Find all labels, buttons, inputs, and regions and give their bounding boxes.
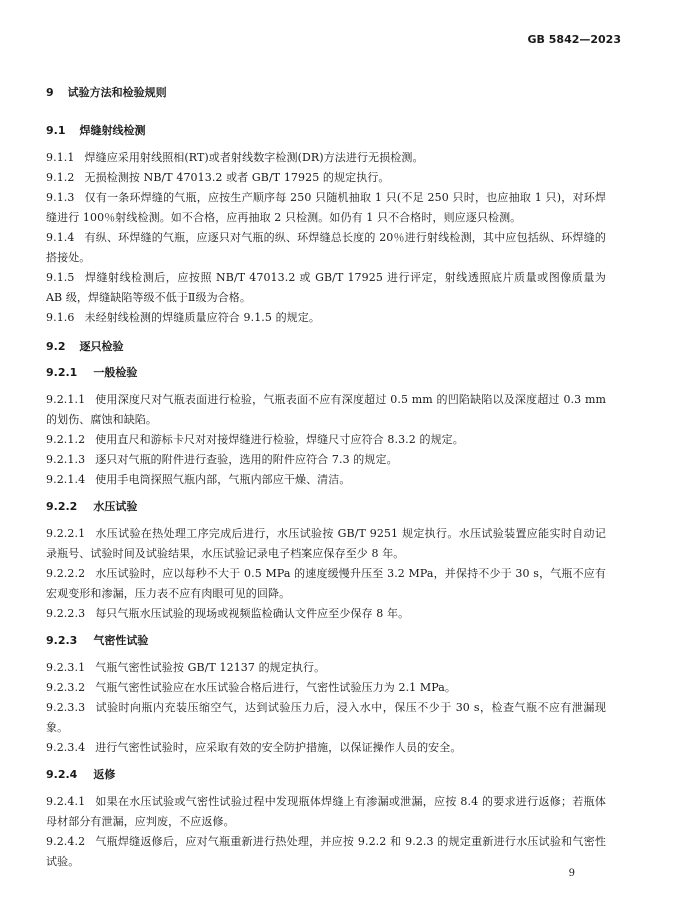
clause-number: 9.1.6 xyxy=(46,311,75,324)
clause-number: 9.1.1 xyxy=(46,151,75,164)
clause-text: 逐只对气瓶的附件进行查验，选用的附件应符合 7.3 的规定。 xyxy=(95,453,398,466)
clause-text: 逐只检验 xyxy=(79,340,124,353)
clause-number: 9.1.4 xyxy=(46,231,75,244)
clause-text: 焊缝应采用射线照相(RT)或者射线数字检测(DR)方法进行无损检测。 xyxy=(84,151,424,164)
clause-paragraph xyxy=(46,524,606,564)
clause-number: 9.2.2 xyxy=(46,500,78,513)
clause-number: 9.1.3 xyxy=(46,191,75,204)
clause-text: 无损检测按 NB/T 47013.2 或者 GB/T 17925 的规定执行。 xyxy=(84,171,390,184)
clause-paragraph xyxy=(46,308,606,328)
clause-text: 气瓶焊缝返修后，应对气瓶重新进行热处理，并应按 9.2.2 和 9.2.3 的规定重新进行水压试验和气密性试验。 xyxy=(46,835,606,868)
clause-text: 仅有一条环焊缝的气瓶，应按生产顺序每 250 只随机抽取 1 只(不足 250 只时，也应抽取 1 只)，对环焊缝进行 100％射线检测。如不合格，应再抽取 2 只检测。如仍有 1 只不合格时，则应逐只检测。 xyxy=(46,191,606,224)
section-heading xyxy=(46,122,606,138)
clause-paragraph xyxy=(46,470,606,490)
clause-paragraph xyxy=(46,832,606,872)
clause-paragraph xyxy=(46,678,606,698)
clause-number: 9.2.3.2 xyxy=(46,681,86,694)
clause-text: 使用直尺和游标卡尺对对接焊缝进行检验，焊缝尺寸应符合 8.3.2 的规定。 xyxy=(95,433,464,446)
clause-text: 有纵、环焊缝的气瓶，应逐只对气瓶的纵、环焊缝总长度的 20％进行射线检测，其中应包括纵、环焊缝的搭接处。 xyxy=(46,231,606,264)
clause-text: 使用深度尺对气瓶表面进行检验，气瓶表面不应有深度超过 0.5 mm 的凹陷缺陷以及深度超过 0.3 mm 的划伤、腐蚀和缺陷。 xyxy=(46,393,606,426)
clause-paragraph xyxy=(46,268,606,308)
clause-number: 9.1 xyxy=(46,124,66,137)
clause-number: 9.2.3.1 xyxy=(46,661,86,674)
clause-paragraph xyxy=(46,698,606,738)
section-heading xyxy=(46,364,606,380)
clause-number: 9.1.2 xyxy=(46,171,75,184)
clause-paragraph xyxy=(46,658,606,678)
clause-text: 水压试验 xyxy=(93,500,138,513)
clause-number: 9.2.4.1 xyxy=(46,795,86,808)
clause-paragraph xyxy=(46,168,606,188)
clause-number: 9.2 xyxy=(46,340,66,353)
standard-number: GB 5842—2023 xyxy=(527,33,621,46)
clause-text: 水压试验在热处理工序完成后进行，水压试验按 GB/T 9251 规定执行。水压试验装置应能实时自动记录瓶号、试验时间及试验结果，水压试验记录电子档案应保存至少 8 年。 xyxy=(46,527,606,560)
clause-text: 一般检验 xyxy=(93,366,138,379)
clause-number: 9.2.3 xyxy=(46,634,78,647)
section-heading xyxy=(46,766,606,782)
clause-text: 气瓶气密性试验按 GB/T 12137 的规定执行。 xyxy=(95,661,326,674)
clause-text: 焊缝射线检测 xyxy=(79,124,146,137)
clause-number: 9.1.5 xyxy=(46,271,75,284)
document-body xyxy=(46,84,606,872)
clause-number: 9.2.3.3 xyxy=(46,701,86,714)
page-number: 9 xyxy=(568,868,575,879)
clause-number: 9.2.1.1 xyxy=(46,393,86,406)
clause-number: 9.2.1.3 xyxy=(46,453,86,466)
clause-paragraph xyxy=(46,792,606,832)
clause-text: 气瓶气密性试验应在水压试验合格后进行，气密性试验压力为 2.1 MPa。 xyxy=(95,681,457,694)
clause-paragraph xyxy=(46,148,606,168)
clause-text: 如果在水压试验或气密性试验过程中发现瓶体焊缝上有渗漏或泄漏，应按 8.4 的要求进行返修；若瓶体母材部分有泄漏，应判废，不应返修。 xyxy=(46,795,606,828)
section-heading xyxy=(46,632,606,648)
clause-paragraph xyxy=(46,188,606,228)
clause-text: 水压试验时，应以每秒不大于 0.5 MPa 的速度缓慢升压至 3.2 MPa，并保持不少于 30 s，气瓶不应有宏观变形和渗漏，压力表不应有肉眼可见的回降。 xyxy=(46,567,606,600)
clause-paragraph xyxy=(46,738,606,758)
clause-text: 气密性试验 xyxy=(93,634,149,647)
section-heading xyxy=(46,338,606,354)
section-heading xyxy=(46,498,606,514)
clause-paragraph xyxy=(46,564,606,604)
clause-text: 进行气密性试验时，应采取有效的安全防护措施，以保证操作人员的安全。 xyxy=(95,741,462,754)
clause-text: 使用手电筒探照气瓶内部，气瓶内部应干燥、清洁。 xyxy=(95,473,351,486)
clause-number: 9.2.2.2 xyxy=(46,567,86,580)
clause-text: 试验时向瓶内充装压缩空气，达到试验压力后，浸入水中，保压不少于 30 s，检查气瓶不应有泄漏现象。 xyxy=(46,701,606,734)
clause-paragraph xyxy=(46,604,606,624)
clause-paragraph xyxy=(46,450,606,470)
clause-number: 9 xyxy=(46,86,54,99)
clause-text: 返修 xyxy=(93,768,116,781)
chapter-heading xyxy=(46,84,606,100)
clause-text: 每只气瓶水压试验的现场或视频监检确认文件应至少保存 8 年。 xyxy=(95,607,410,620)
clause-paragraph xyxy=(46,430,606,450)
clause-text: 焊缝射线检测后，应按照 NB/T 47013.2 或 GB/T 17925 进行评定，射线透照底片质量或图像质量为 AB 级，焊缝缺陷等级不低于Ⅱ级为合格。 xyxy=(46,271,606,304)
clause-number: 9.2.1.2 xyxy=(46,433,86,446)
clause-number: 9.2.1 xyxy=(46,366,78,379)
clause-number: 9.2.2.1 xyxy=(46,527,86,540)
clause-paragraph xyxy=(46,228,606,268)
clause-number: 9.2.4 xyxy=(46,768,78,781)
clause-number: 9.2.1.4 xyxy=(46,473,86,486)
clause-text: 未经射线检测的焊缝质量应符合 9.1.5 的规定。 xyxy=(84,311,320,324)
clause-number: 9.2.3.4 xyxy=(46,741,86,754)
clause-text: 试验方法和检验规则 xyxy=(67,86,167,99)
clause-paragraph xyxy=(46,390,606,430)
clause-number: 9.2.4.2 xyxy=(46,835,86,848)
clause-number: 9.2.2.3 xyxy=(46,607,86,620)
